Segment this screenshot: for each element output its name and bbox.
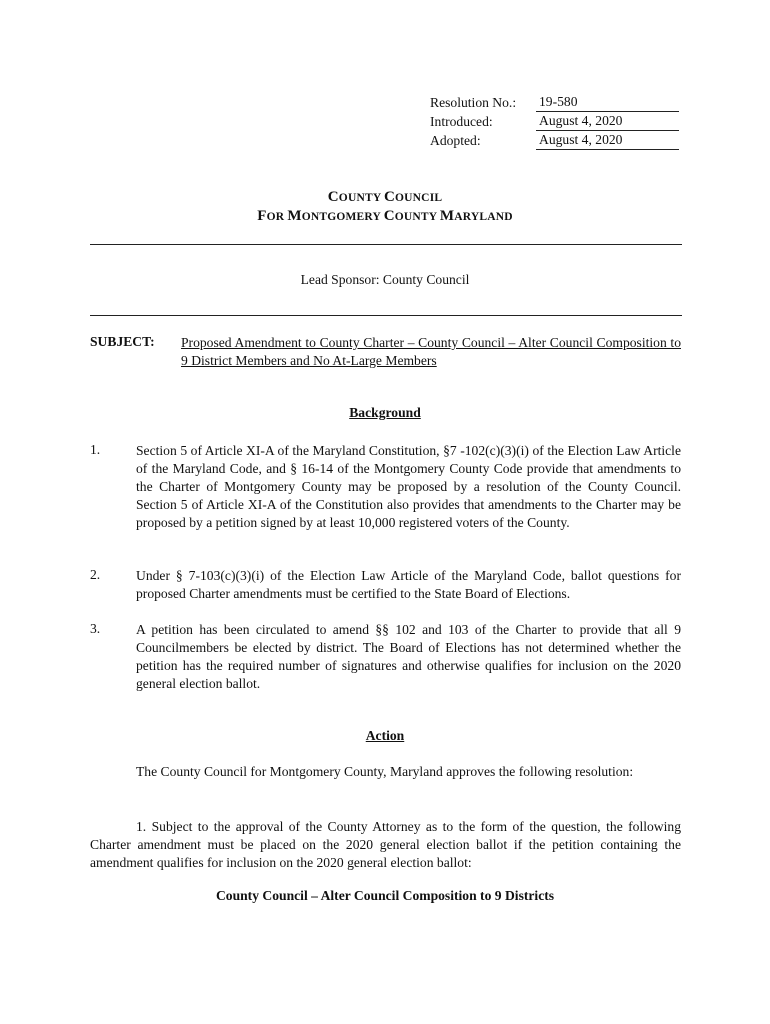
subject-text: Proposed Amendment to County Charter – County Council – Alter Council Composition to 9 District Members and No At-Large Members [181,335,681,368]
action-intro: The County Council for Montgomery County, Maryland approves the following resolution: [136,764,634,779]
resolution-label: Resolution No.: [430,95,517,110]
resolution-number: 19-580 [536,93,679,112]
subject-label: SUBJECT: [90,334,155,349]
adopted-label: Adopted: [430,133,481,148]
item-number-3: 3. [90,621,101,636]
background-item-1: Section 5 of Article XI-A of the Maryland Constitution, §7 -102(c)(3)(i) of the Election Law Article of the Maryland Code, and § 16-14 of the Montgomery County Code provide that amendments to the Charter of Montgomery County may be proposed by a resolution of the County Council. Section 5 of Article XI-A of the Constitution also provides that amendments to the Charter may be proposed by a petition signed by at least 10,000 registered voters of the County. [136,443,681,530]
adopted-date: August 4, 2020 [536,131,679,150]
item-number-2: 2. [90,567,101,582]
item-number-1: 1. [90,442,101,457]
resolution-row [430,93,679,112]
action-heading: Action [365,728,405,743]
background-item-3: A petition has been circulated to amend §§ 102 and 103 of the Charter to provide that all 9 Councilmembers be elected by district. The Board of Elections has not determined whether the petition has the required number of signatures and otherwise qualifies for inclusion on the 2020 general election ballot. [136,622,681,691]
introduced-row [430,112,679,131]
divider-top [90,244,682,245]
action-paragraph-1: 1. Subject to the approval of the County Attorney as to the form of the question, the following Charter amendment must be placed on the 2020 general election ballot if the petition containing the amendment qualifies for inclusion on the 2020 general election ballot: [90,819,681,870]
lead-sponsor: Lead Sponsor: County Council [300,272,470,287]
divider-bottom [90,315,682,316]
background-heading: Background [349,405,421,420]
title-line-2: FOR MONTGOMERY COUNTY MARYLAND [257,208,513,224]
resolution-meta [430,93,679,150]
background-item-2: Under § 7-103(c)(3)(i) of the Election Law Article of the Maryland Code, ballot questions for proposed Charter amendments must be certified to the State Board of Elections. [136,568,681,601]
introduced-label: Introduced: [430,114,493,129]
charter-question-title: County Council – Alter Council Composition to 9 Districts [215,888,555,903]
title-line-1: COUNTY COUNCIL [327,189,443,205]
introduced-date: August 4, 2020 [536,112,679,131]
adopted-row [430,131,679,150]
